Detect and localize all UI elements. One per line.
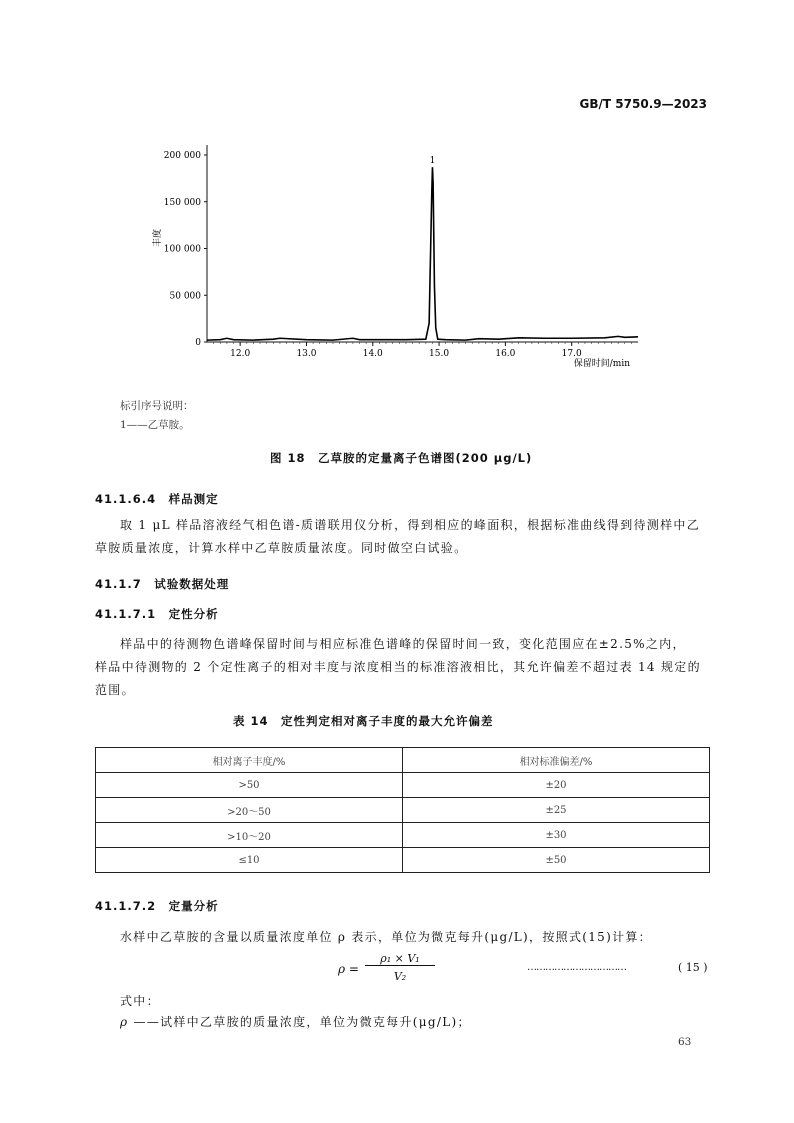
formula-number: ( 15 ) <box>678 961 708 974</box>
cell: >20～50 <box>96 798 403 823</box>
table-row <box>96 773 710 798</box>
section-41-1-7-1 <box>95 606 219 622</box>
cell: ±30 <box>403 823 710 848</box>
section-number: 41.1.7.2 <box>95 899 157 913</box>
cell: ±20 <box>403 773 710 798</box>
section-title: 样品测定 <box>168 492 219 506</box>
header-cell: 相对标准偏差/% <box>403 748 710 773</box>
y-tick-label: 200 000 <box>163 151 201 161</box>
peak-label: 1 <box>429 156 436 167</box>
formula-lhs: ρ = <box>338 962 359 976</box>
symbol-description: ——试样中乙草胺的质量浓度，单位为微克每升(μg/L)； <box>133 1015 471 1029</box>
formula-leader-dots: …………………………… <box>527 962 626 973</box>
section-number: 41.1.7.1 <box>95 607 157 621</box>
chromatogram-chart <box>0 0 794 380</box>
page-number: 63 <box>678 1036 692 1048</box>
section-41-1-7 <box>95 576 229 592</box>
section-number: 41.1.7 <box>95 577 142 591</box>
chromatogram-trace <box>207 167 638 340</box>
x-tick-label: 13.0 <box>296 349 317 359</box>
paragraph-line: 取 1 μL 样品溶液经气相色谱-质谱联用仪分析，得到相应的峰面积，根据标准曲线得到待测样中乙 <box>120 518 701 532</box>
x-tick-label: 16.0 <box>495 349 516 359</box>
section-41-1-7-2 <box>95 898 219 914</box>
formula-denominator: V₂ <box>393 970 407 983</box>
x-tick-label: 12.0 <box>230 349 251 359</box>
section-title: 定性分析 <box>168 607 219 621</box>
y-tick-label: 50 000 <box>169 291 201 302</box>
table-row <box>96 798 710 823</box>
section-title: 试验数据处理 <box>154 577 230 591</box>
where-item <box>120 1011 471 1033</box>
x-tick-label: 14.0 <box>362 349 383 359</box>
y-tick-label: 0 <box>195 338 201 348</box>
x-tick-label: 15.0 <box>429 349 450 359</box>
legend-item: 1——乙草胺。 <box>120 419 190 431</box>
formula-numerator: ρ₁ × V₁ <box>365 952 435 966</box>
section-41-1-6-4 <box>95 491 219 507</box>
legend-title: 标引序号说明： <box>120 400 194 412</box>
where-label: 式中： <box>120 994 160 1008</box>
cell: >10～20 <box>96 823 403 848</box>
figure-caption: 图 18 乙草胺的定量离子色谱图(200 μg/L) <box>270 451 533 465</box>
standard-number: GB/T 5750.9—2023 <box>579 97 707 111</box>
cell: ±50 <box>403 848 710 873</box>
x-tick-label: 17.0 <box>561 349 582 359</box>
symbol: ρ <box>120 1015 129 1029</box>
table-caption: 表 14 定性判定相对离子丰度的最大允许偏差 <box>233 714 494 728</box>
section-title: 定量分析 <box>168 899 219 913</box>
cell: ±25 <box>403 798 710 823</box>
table-header-row <box>96 748 710 773</box>
cell: >50 <box>96 773 403 798</box>
table-row <box>96 848 710 873</box>
y-axis-label: 丰度 <box>153 228 163 248</box>
y-tick-label: 100 000 <box>163 244 201 255</box>
table-row <box>96 823 710 848</box>
paragraph-line: 样品中的待测物色谱峰保留时间与相应标准色谱峰的保留时间一致，变化范围应在±2.5%之内， <box>120 637 686 651</box>
tolerance-table <box>95 747 710 873</box>
cell: ≤10 <box>96 848 403 873</box>
header-cell: 相对离子丰度/% <box>96 748 403 773</box>
paragraph-line: 样品中待测物的 2 个定性离子的相对丰度与浓度相当的标准溶液相比，其允许偏差不超过表 14 规定的 <box>95 660 701 674</box>
y-tick-label: 150 000 <box>163 197 201 208</box>
section-number: 41.1.6.4 <box>95 492 157 506</box>
x-axis-label: 保留时间/min <box>573 359 630 369</box>
paragraph-line: 草胺质量浓度，计算水样中乙草胺质量浓度。同时做空白试验。 <box>95 541 468 555</box>
paragraph-line: 范围。 <box>95 683 135 697</box>
paragraph-line: 水样中乙草胺的含量以质量浓度单位 ρ 表示，单位为微克每升(μg/L)，按照式(15)计算： <box>120 930 652 944</box>
